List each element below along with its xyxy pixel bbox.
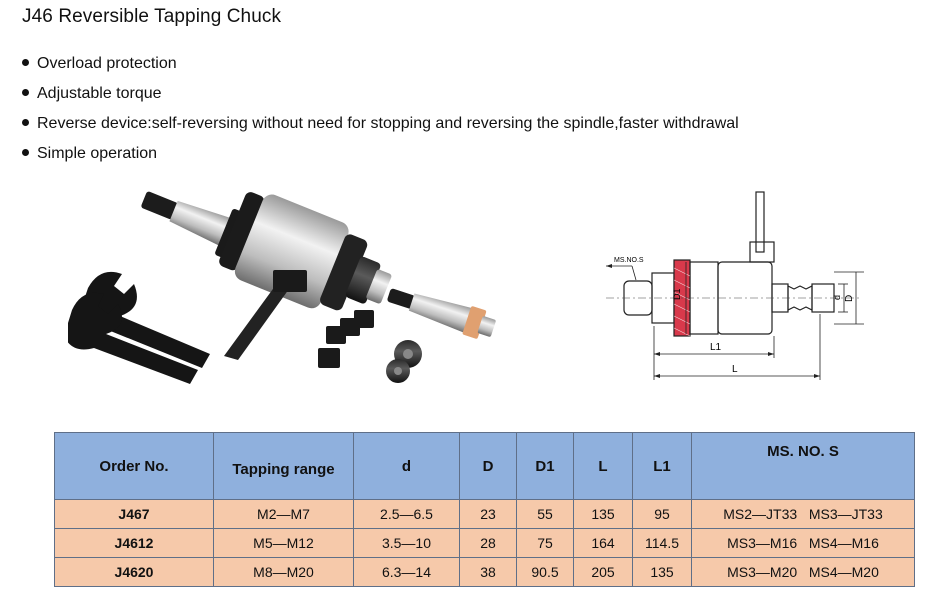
feature-item (22, 53, 739, 83)
cell-ms-no: MS3—M16 MS4—M16 (692, 529, 915, 558)
feature-item (22, 143, 739, 173)
cell-D1: 90.5 (517, 558, 574, 587)
cell-L1: 135 (633, 558, 692, 587)
header-tapping-range: Tapping range (214, 433, 354, 500)
feature-item (22, 83, 739, 113)
header-D1: D1 (517, 433, 574, 500)
cell-d: 3.5—10 (354, 529, 460, 558)
header-D: D (460, 433, 517, 500)
cell-L1: 114.5 (633, 529, 692, 558)
technical-drawing (576, 188, 866, 388)
collet-set (318, 310, 374, 368)
cell-order-no: J4612 (55, 529, 214, 558)
ms-label: MS.NO.S (614, 257, 644, 264)
wrench (68, 272, 210, 384)
l1-dim-label: L1 (710, 342, 722, 353)
bullet-icon (22, 89, 29, 96)
cell-tapping-range: M8—M20 (214, 558, 354, 587)
feature-text: Adjustable torque (37, 85, 162, 102)
D-dim-label: D (844, 294, 855, 302)
d-dim-label: d (832, 294, 842, 300)
cell-order-no: J4620 (55, 558, 214, 587)
cell-D1: 55 (517, 500, 574, 529)
d1-dim-label: D1 (672, 288, 682, 300)
taper-adaptor (384, 280, 498, 343)
bullet-icon (22, 59, 29, 66)
header-L: L (574, 433, 633, 500)
feature-text: Simple operation (37, 145, 158, 162)
cell-d: 2.5—6.5 (354, 500, 460, 529)
cell-D: 28 (460, 529, 517, 558)
cell-tapping-range: M2—M7 (214, 500, 354, 529)
cell-tapping-range: M5—M12 (214, 529, 354, 558)
header-d: d (354, 433, 460, 500)
cell-D: 23 (460, 500, 517, 529)
l-dim-label: L (732, 364, 738, 375)
feature-text: Overload protection (37, 55, 177, 72)
chuck-body (215, 185, 403, 332)
header-ms-no: MS. NO. S (692, 433, 915, 500)
feature-item (22, 113, 739, 143)
cell-ms-no: MS2—JT33 MS3—JT33 (692, 500, 915, 529)
feature-list (22, 53, 739, 173)
bullet-icon (22, 119, 29, 126)
spec-table (54, 432, 915, 587)
cell-L1: 95 (633, 500, 692, 529)
cell-D1: 75 (517, 529, 574, 558)
cell-L: 164 (574, 529, 633, 558)
cell-ms-no: MS3—M20 MS4—M20 (692, 558, 915, 587)
product-photo (68, 178, 508, 388)
header-order-no: Order No. (55, 433, 214, 500)
collet-rings (386, 340, 422, 383)
cell-L: 205 (574, 558, 633, 587)
cell-order-no: J467 (55, 500, 214, 529)
header-L1: L1 (633, 433, 692, 500)
table-header-row (55, 433, 915, 500)
cell-L: 135 (574, 500, 633, 529)
feature-text: Reverse device:self-reversing without need for stopping and reversing the spindle,faster withdrawal (37, 115, 739, 132)
bullet-icon (22, 149, 29, 156)
page-title: J46 Reversible Tapping Chuck (22, 6, 282, 27)
table-row (55, 558, 915, 587)
table-row (55, 500, 915, 529)
table-row (55, 529, 915, 558)
cell-D: 38 (460, 558, 517, 587)
cell-d: 6.3—14 (354, 558, 460, 587)
